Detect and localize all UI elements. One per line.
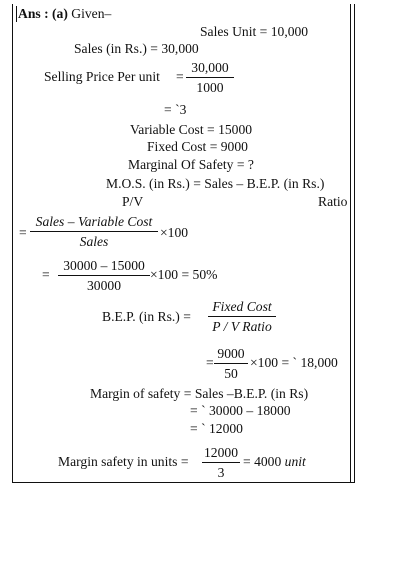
sales-rs-line: Sales (in Rs.) = 30,000 [74,41,199,56]
units-label: Margin safety in units = [58,454,189,469]
frame-bottom-rule [12,482,355,483]
pv-result: ×100 = 50% [150,267,218,282]
selling-price-result: = `3 [164,102,187,117]
selling-price-fraction [186,61,234,94]
answer-heading [18,7,111,21]
margin-line-2: = ` 30000 – 18000 [190,403,291,418]
margin-line-1: Margin of safety = Sales –B.E.P. (in Rs) [90,386,309,401]
selling-price-eq: = [176,69,184,84]
pv-formula-multiplier: ×100 [160,225,189,240]
selling-price-label: Selling Price Per unit [44,69,160,84]
units-result-value: = 4000 [243,454,282,469]
units-fraction [202,446,240,479]
pv-values-numerator: 30000 – 15000 [58,259,150,276]
fixed-cost-line: Fixed Cost = 9000 [147,139,248,154]
sales-unit-line: Sales Unit = 10,000 [200,24,309,39]
variable-cost-line: Variable Cost = 15000 [130,122,253,137]
mos-question-line: Marginal Of Safety = ? [128,157,254,172]
frame-right-rule-inner [350,4,351,483]
selling-price-denominator: 1000 [196,79,224,95]
bep-formula-denominator: P / V Ratio [212,318,272,334]
bep-values-eq-sign: = [206,355,214,370]
ratio-label: Ratio [318,194,348,209]
bep-values-denominator: 50 [224,365,238,381]
bep-label: B.E.P. (in Rs.) = [102,309,191,324]
bep-values-numerator: 9000 [214,347,248,364]
pv-label: P/V [122,194,144,209]
selling-price-numerator: 30,000 [186,61,234,78]
pv-formula-fraction [30,215,158,248]
bep-result: ×100 = ` 18,000 [250,355,338,370]
units-numerator: 12000 [202,446,240,463]
frame-left-rule [12,4,13,483]
answer-label: Ans : [18,6,49,21]
bep-formula-numerator: Fixed Cost [208,300,276,317]
bep-formula-fraction [208,300,276,333]
margin-line-3: = ` 12000 [190,421,243,436]
pv-values-denominator: 30000 [87,277,121,293]
text-cursor-mark [16,6,17,22]
pv-eq-sign: = [19,225,27,240]
frame-right-rule-outer [354,4,355,483]
units-result-unit: unit [284,454,306,469]
pv-values-fraction [58,259,150,292]
units-result [243,455,306,469]
pv-formula-denominator: Sales [79,233,109,249]
units-denominator: 3 [217,464,225,480]
answer-part: (a) [52,6,68,21]
pv-values-eq-sign: = [42,267,50,282]
bep-values-fraction [214,347,248,380]
answer-intro: Given– [71,6,112,21]
pv-formula-numerator: Sales – Variable Cost [30,215,158,232]
mos-formula-line: M.O.S. (in Rs.) = Sales – B.E.P. (in Rs.) [106,176,325,191]
